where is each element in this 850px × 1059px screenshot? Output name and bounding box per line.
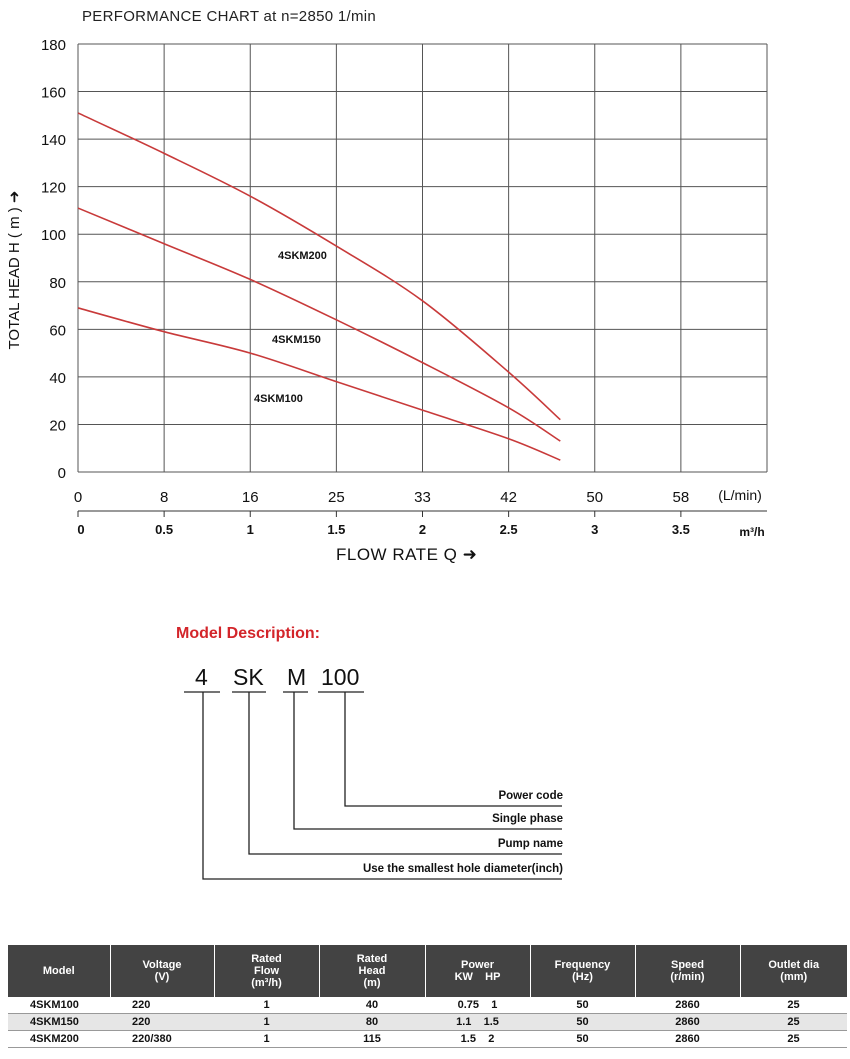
cell-model: 4SKM100 <box>8 997 110 1014</box>
y-tick-label: 40 <box>49 369 66 387</box>
cell-flow: 1 <box>214 1031 319 1048</box>
header-power: Power KW HP <box>425 945 530 997</box>
curve-label-4skm100: 4SKM100 <box>254 393 303 405</box>
cell-frequency: 50 <box>530 997 635 1014</box>
code-part-phase: M <box>287 664 307 690</box>
x-tick-label-lmin: 50 <box>586 489 604 506</box>
model-description-title: Model Description: <box>176 625 321 642</box>
cell-model: 4SKM150 <box>8 1014 110 1031</box>
cell-head: 115 <box>319 1031 425 1048</box>
x-axis-label: FLOW RATE Q ➜ <box>336 545 478 564</box>
cell-speed: 2860 <box>635 997 740 1014</box>
x-tick-label-m3h: 0.5 <box>155 522 174 537</box>
code-part-size: 4 <box>195 664 208 690</box>
label-single-phase: Single phase <box>492 813 563 825</box>
cell-power-kw: 1.1 <box>456 1016 472 1028</box>
cell-power-hp: 1 <box>491 999 498 1011</box>
x-tick-label-m3h: 3.5 <box>671 522 690 537</box>
y-axis-label: TOTAL HEAD H ( m ) ➜ <box>6 190 23 350</box>
x-tick-label-lmin: 16 <box>241 489 259 506</box>
x-tick-label-m3h: 3 <box>591 522 599 537</box>
header-frequency: Frequency (Hz) <box>530 945 635 997</box>
cell-outlet: 25 <box>740 1014 847 1031</box>
x-tick-label-m3h: 2 <box>418 522 427 537</box>
chart-title: PERFORMANCE CHART at n=2850 1/min <box>82 8 377 25</box>
cell-model: 4SKM200 <box>8 1031 110 1048</box>
header-rated-head: Rated Head (m) <box>319 945 425 997</box>
cell-voltage: 220/380 <box>110 1031 214 1048</box>
leader-pump-name <box>249 692 562 854</box>
x-tick-label-m3h: 0 <box>77 522 85 537</box>
spec-header-row <box>8 945 847 997</box>
cell-speed: 2860 <box>635 1014 740 1031</box>
cell-frequency: 50 <box>530 1031 635 1048</box>
y-tick-label: 160 <box>40 84 66 102</box>
table-row <box>8 997 847 1014</box>
x-tick-label-lmin: 58 <box>672 489 690 506</box>
y-tick-label: 120 <box>40 179 66 197</box>
cell-frequency: 50 <box>530 1014 635 1031</box>
x-tick-label-m3h: 1.5 <box>327 522 346 537</box>
header-model: Model <box>8 945 110 997</box>
cell-speed: 2860 <box>635 1031 740 1048</box>
x-tick-label-lmin: 25 <box>328 489 345 506</box>
y-tick-label: 0 <box>57 465 66 482</box>
y-tick-label: 80 <box>49 274 66 292</box>
x-tick-label-lmin: 0 <box>73 489 83 506</box>
cell-voltage: 220 <box>110 1014 214 1031</box>
cell-voltage: 220 <box>110 997 214 1014</box>
leader-power-code <box>345 692 562 806</box>
cell-power-kw: 0.75 <box>457 999 480 1011</box>
leader-single-phase <box>294 692 562 829</box>
table-row <box>8 1031 847 1048</box>
cell-head: 80 <box>319 1014 425 1031</box>
curve-label-4skm200: 4SKM200 <box>278 250 327 262</box>
cell-flow: 1 <box>214 997 319 1014</box>
x-tick-label-m3h: 1 <box>246 522 254 537</box>
table-row <box>8 1014 847 1031</box>
y-tick-label: 20 <box>49 417 66 435</box>
label-pump-name: Pump name <box>497 838 563 850</box>
code-part-series: SK <box>233 664 264 690</box>
label-power-code: Power code <box>498 790 563 802</box>
x-tick-label-lmin: 33 <box>414 489 431 506</box>
spec-table <box>8 945 847 1048</box>
cell-outlet: 25 <box>740 997 847 1014</box>
x-unit-lmin: (L/min) <box>718 487 762 503</box>
cell-head: 40 <box>319 997 425 1014</box>
x-tick-label-m3h: 2.5 <box>499 522 518 537</box>
y-tick-label: 140 <box>40 132 66 150</box>
cell-outlet: 25 <box>740 1031 847 1048</box>
y-tick-label: 100 <box>40 227 66 245</box>
header-rated-flow: Rated Flow (m³/h) <box>214 945 319 997</box>
curve-label-4skm150: 4SKM150 <box>272 334 321 346</box>
label-hole-diameter: Use the smallest hole diameter(inch) <box>362 863 563 875</box>
cell-power-kw: 1.5 <box>460 1033 476 1045</box>
cell-power <box>425 997 530 1014</box>
x-tick-label-lmin: 42 <box>500 489 517 506</box>
header-speed: Speed (r/min) <box>635 945 740 997</box>
y-tick-label: 180 <box>40 37 66 54</box>
code-part-power: 100 <box>321 664 360 690</box>
y-tick-label: 60 <box>49 322 66 340</box>
cell-flow: 1 <box>214 1014 319 1031</box>
x-tick-label-lmin: 8 <box>159 489 169 506</box>
cell-power <box>425 1014 530 1031</box>
cell-power-hp: 2 <box>488 1033 495 1045</box>
leader-hole-diameter <box>203 692 562 879</box>
header-voltage: Voltage (V) <box>110 945 214 997</box>
cell-power <box>425 1031 530 1048</box>
cell-power-hp: 1.5 <box>483 1016 499 1028</box>
header-outlet-dia: Outlet dia (mm) <box>740 945 847 997</box>
x-unit-m3h: m³/h <box>739 525 765 539</box>
